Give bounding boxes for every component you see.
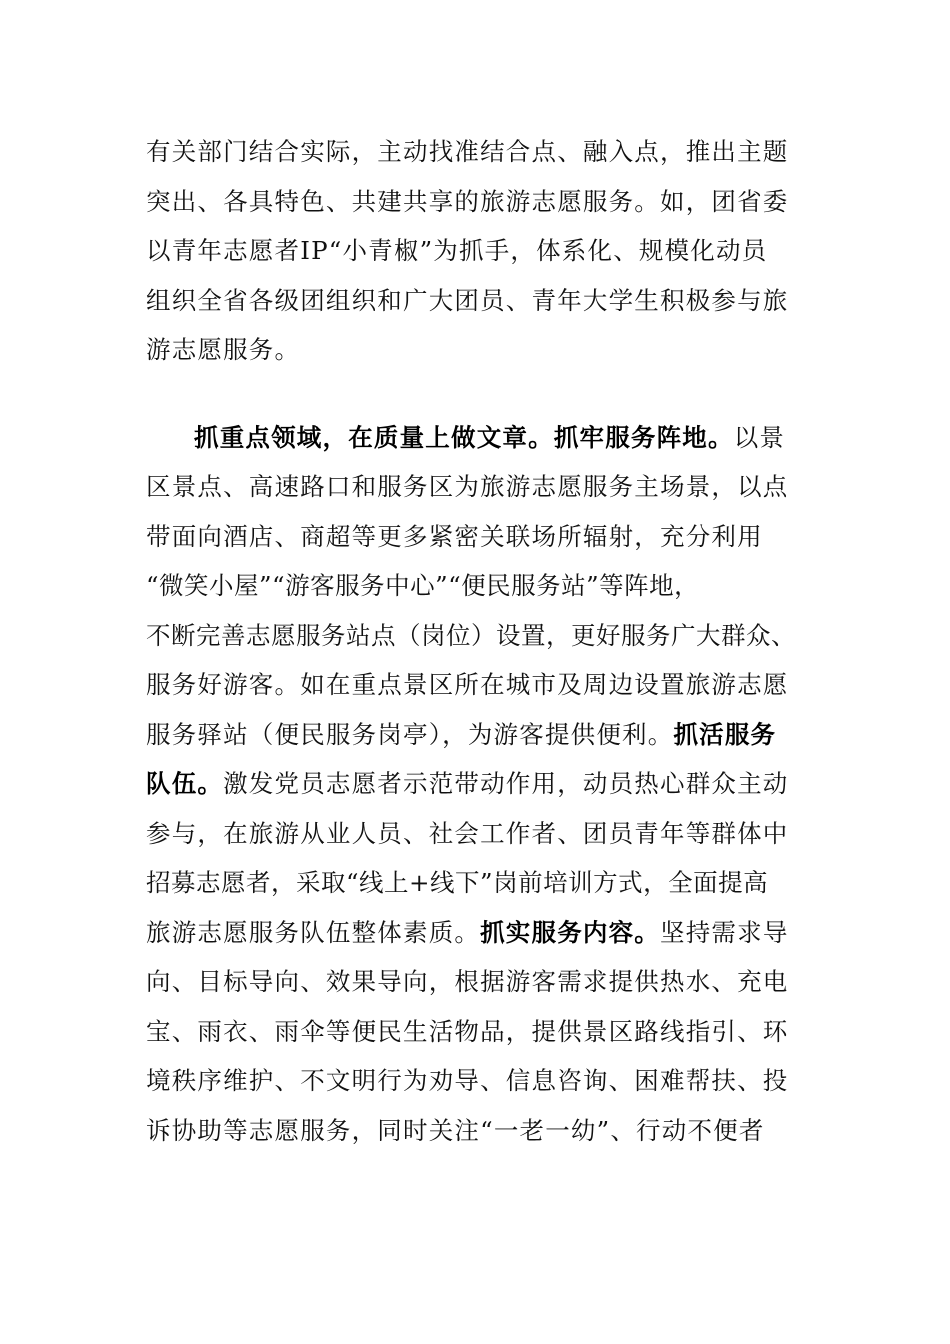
text-line [146, 715, 826, 755]
text-line: 服务好游客。如在重点景区所在城市及周边设置旅游志愿 [146, 670, 789, 699]
text-run: 坚持需求导 [660, 918, 789, 947]
text-line: 招募志愿者，采取“线上+线下”岗前培训方式，全面提高 [146, 868, 769, 897]
text-line: 组织全省各级团组织和广大团员、青年大学生积极参与旅 [146, 286, 789, 315]
subheading-service-content: 抓实服务内容。 [480, 918, 661, 947]
text-line: 参与，在旅游从业人员、社会工作者、团员青年等群体中 [146, 819, 789, 848]
text-run: 激发党员志愿者示范带动作用，动员热心群众主动 [223, 769, 789, 798]
text-line: 向、目标导向、效果导向，根据游客需求提供热水、充电 [146, 967, 789, 996]
text-run: 以景 [733, 423, 786, 452]
text-line: 不断完善志愿服务站点（岗位）设置，更好服务广大群众、 [146, 621, 796, 650]
text-run: 服务驿站（便民服务岗亭），为游客提供便利。 [146, 720, 674, 749]
text-line: “微笑小屋”“游客服务中心”“便民服务站”等阵地， [146, 571, 700, 600]
text-line: 游志愿服务。 [146, 335, 301, 364]
text-line: 诉协助等志愿服务，同时关注“一老一幼”、行动不便者 [146, 1116, 765, 1145]
text-line: 区景点、高速路口和服务区为旅游志愿服务主场景，以点 [146, 472, 789, 501]
subheading-service-base: 抓牢服务阵地。 [553, 423, 734, 452]
text-line [146, 764, 826, 804]
text-line: 宝、雨衣、雨伞等便民生活物品，提供景区路线指引、环 [146, 1017, 789, 1046]
text-line: 境秩序维护、不文明行为劝导、信息咨询、困难帮扶、投 [146, 1066, 789, 1095]
text-line [194, 418, 874, 458]
text-line: 突出、各具特色、共建共享的旅游志愿服务。如，团省委 [146, 187, 789, 216]
text-line: 带面向酒店、商超等更多紧密关联场所辐射，充分利用 [146, 522, 763, 551]
text-line [146, 913, 826, 953]
section-heading: 抓重点领域，在质量上做文章。 [194, 423, 554, 452]
subheading-service-team: 抓活服务 [673, 720, 777, 749]
subheading-service-team-cont: 队伍。 [146, 769, 224, 798]
text-run: 旅游志愿服务队伍整体素质。 [146, 918, 481, 947]
text-line: 以青年志愿者IP“小青椒”为抓手，体系化、规模化动员 [146, 236, 768, 265]
text-line: 有关部门结合实际，主动找准结合点、融入点，推出主题 [146, 137, 789, 166]
